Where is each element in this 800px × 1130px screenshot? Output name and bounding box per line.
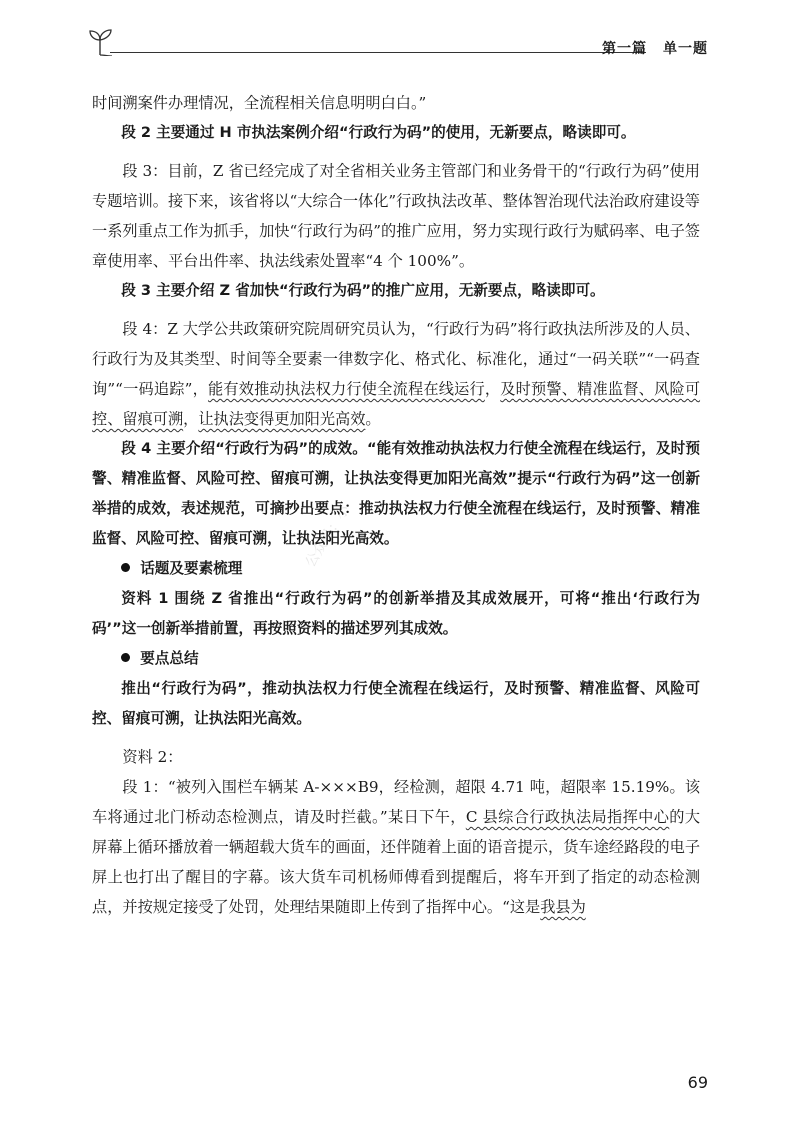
material-paragraph xyxy=(92,314,700,434)
analysis-paragraph: 段 4 主要介绍“行政行为码”的成效。“能有效推动执法权力行使全流程在线运行，及时预警、精准监督、风险可控、留痕可溯，让执法变得更加阳光高效”提示“行政行为码”这一创新举措的成效，表述规范，可摘抄出要点：推动执法权力行使全流程在线运行，及时预警、精准监督、风险可控、留痕可溯，让执法阳光高效。 xyxy=(92,440,700,547)
highlighted-phrase: 能有效推动执法权力行使全流程在线运行 xyxy=(207,380,485,398)
summary-paragraph: 推出“行政行为码”，推动执法权力行使全流程在线运行，及时预警、精准监督、风险可控、留痕可溯，让执法阳光高效。 xyxy=(92,680,700,727)
bullet-heading xyxy=(92,644,700,674)
topic-label: 单一题 xyxy=(663,41,708,57)
analysis-paragraph: 资料 1 围绕 Z 省推出“行政行为码”的创新举措及其成效展开，可将“推出‘行政行为码’”这一创新举措前置，再按照资料的描述罗列其成效。 xyxy=(92,590,700,637)
analysis-paragraph: 段 2 主要通过 H 市执法案例介绍“行政行为码”的使用，无新要点，略读即可。 xyxy=(121,124,636,141)
text-span: 段 4：Z 大学公共政策研究院周研究员认为，“行政行为码”将行政执法所涉及的人员、行政行为及其类型、时间等全要素一律数字化、格式化、标准化，通过“一码关联”“一码查询”“一码追踪”， xyxy=(92,320,700,398)
page-number: 69 xyxy=(687,1073,708,1092)
highlighted-phrase: C 县综合行政执法局指挥中心 xyxy=(465,808,670,826)
section-title xyxy=(602,38,708,58)
material-paragraph xyxy=(92,772,700,922)
bullet-label: 要点总结 xyxy=(140,650,199,667)
highlighted-phrase: 我县为 xyxy=(540,898,586,916)
highlighted-phrase: 让执法变得更加阳光高效 xyxy=(198,410,366,428)
paragraph: 时间溯案件办理情况，全流程相关信息明明白白。” xyxy=(92,94,427,112)
page-body xyxy=(92,88,700,922)
bullet-label: 话题及要素梳理 xyxy=(140,560,243,577)
bullet-dot-icon xyxy=(121,653,130,662)
watermark: 公众号：小 xyxy=(302,502,354,571)
text-span: 段 1：“被列入围栏车辆某 A-×××B9，经检测，超限 4.71 吨，超限率 15.19%。该车将通过北门桥动态检测点，请及时拦截。”某日下午， xyxy=(92,778,700,826)
bullet-dot-icon xyxy=(121,563,130,572)
bullet-heading xyxy=(92,554,700,584)
text-span: 。 xyxy=(365,410,381,428)
page-header xyxy=(88,22,708,62)
text-span: 的大屏幕上循环播放着一辆超载大货车的画面，还伴随着上面的语音提示，货车途经路段的电子屏上也打出了醒目的字幕。该大货车司机杨师傅看到提醒后，将车开到了指定的动态检测点，并按规定接受了处罚，处理结果随即上传到了指挥中心。“这是 xyxy=(92,808,701,916)
part-label: 第一篇 xyxy=(602,41,647,57)
highlighted-phrase: 及时预警、精准监督、风险可控、留痕可溯 xyxy=(92,380,701,428)
text-span: ， xyxy=(484,380,501,398)
material-paragraph: 段 3：目前，Z 省已经完成了对全省相关业务主管部门和业务骨干的“行政行为码”使用专题培训。接下来，该省将以“大综合一体化”行政执法改革、整体智治现代法治政府建设等一系列重点工作为抓手，加快“行政行为码”的推广应用，努力实现行政行为赋码率、电子签章使用率、平台出件率、执法线索处置率“4 个 100%”。 xyxy=(92,162,700,270)
text-span: ， xyxy=(183,410,199,428)
analysis-paragraph: 段 3 主要介绍 Z 省加快“行政行为码”的推广应用，无新要点，略读即可。 xyxy=(121,282,605,299)
header-rule xyxy=(110,52,646,53)
material-heading: 资料 2： xyxy=(122,748,183,766)
